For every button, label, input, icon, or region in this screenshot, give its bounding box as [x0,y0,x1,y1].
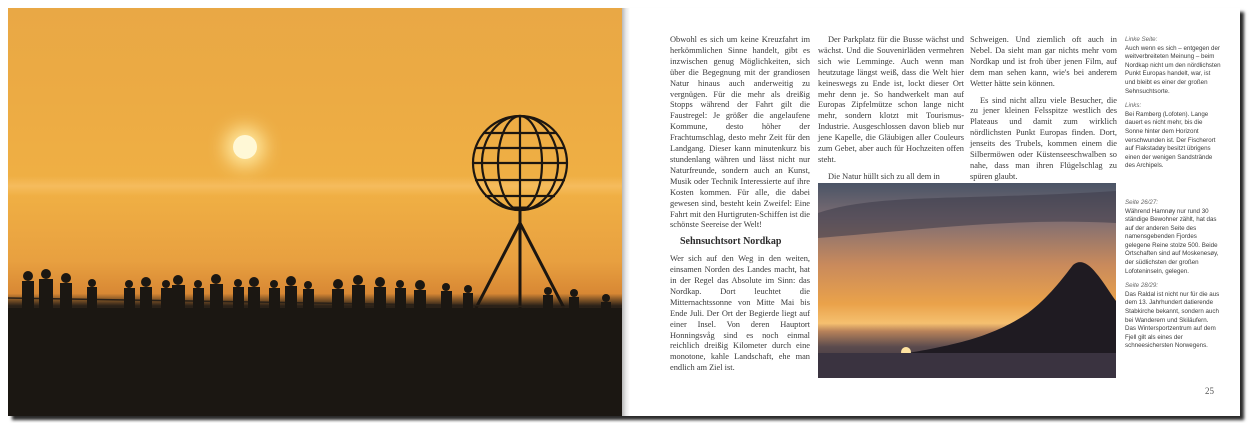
caption-title: Links: [1125,102,1142,110]
caption-text: Bei Ramberg (Lofoten). Lange dauert es nicht mehr, bis die Sonne hinter dem Horizont verschwunden ist. Der Fischerort auf Flakstadøy besitzt übrigens einen der wenigen Sandstrände des Archipels. [1125,110,1216,170]
caption-block [1125,36,1221,96]
section-heading: Sehnsuchtsort Nordkap [680,236,782,248]
caption-text: Das Raldal ist nicht nur für die aus dem 13. Jahrhundert datierende Stabkirche bekannt, sondern auch bei Wanderern und Skiläufern. Das Wintersportzentrum auf dem Fjell gilt als eines der schneesichersten Norwegens. [1125,290,1220,350]
paragraph: Obwohl es sich um keine Kreuzfahrt im herkömmlichen Sinne handelt, gibt es inzwischen genug Möglichkeiten, sich über die Begegnung mit der grandiosen Natur hinaus auch anderweitig zu vergnügen. Für die mehr als dreißig Stopps während der Fahrt gilt die Faustregel: Je größer die angelaufene Kommune, desto höher der Frachtumschlag, desto mehr Zeit für den Landgang. Dieser kann minutenkurz bis stundenlang währen und lässt nicht nur Naturfreunde, sondern auch an Kunst, Musik oder Technik Interessierte auf ihre Kosten kommen. Für alle, die dabei gewesen sind, besteht kein Zweifel: Eine Fahrt mit den Hurtigruten-Schiffen ist die schönste Seereise der Welt! [670,35,810,230]
text-page [630,8,1240,416]
plateau-ground [8,308,622,416]
caption-title: Seite 26/27: [1125,198,1159,206]
page-number: 25 [1205,386,1214,396]
caption-sidebar [1125,36,1221,357]
paragraph: Der Parkplatz für die Busse wächst und wächst. Und die Souvenirläden vermehren sich wie Lemminge. Auch wenn man heutzutage längst weiß, dass die Welt hier keineswegs zu Ende ist, lockt dieser Ort mehr denn je. So handwerkelt man auf Europas Zipfelmütze schon lange nicht mehr, sondern klotzt mit Tourismus-Industrie. Ausgeschlossen davon blieb nur jene Kapelle, die Gläubigen aller Couleurs zum Gebet, aber auch für Hochzeiten offen steht. [818,35,964,164]
book-spread [8,8,1240,416]
mountain-silhouette [818,183,1116,378]
paragraph: Wer sich auf den Weg in den weiten, einsamen Norden des Landes macht, hat in der Regel das Absolute im Sinn: das Nordkap. Dort leuchtet die Mitternachtssonne von Mitte Mai bis Ende Juli. Der Ort der Begierde liegt auf einer Insel. Von deren Hauptort Honningsvåg sind es noch einmal reichlich dreißig Kilometer durch eine monotone, kahle Landschaft, ehe man endlich am Ziel ist. [670,254,810,373]
text-column-2 [818,35,964,189]
paragraph: Die Natur hüllt sich zu all dem in [828,171,940,181]
text-column-1 [670,35,810,380]
caption-block [1125,282,1221,351]
caption-text: Während Hamnøy nur rund 30 ständige Bewohner zählt, hat das auf der anderen Seite des namensgebenden Fjordes gelegene Reine stolze 500. Beide Ortschaften sind auf Moskenesøy, der südlichsten der großen Lofoteninseln, gelegen. [1125,207,1219,275]
caption-title: Seite 28/29: [1125,282,1159,290]
text-column-3 [970,35,1117,189]
paragraph: Schweigen. Und ziemlich oft auch in Nebel. Da sieht man gar nichts mehr vom Nordkap und ist froh über jenen Film, auf dem man sehen kann, wie's bei anderem Wetter hätte sein können. [970,35,1117,88]
caption-text: Auch wenn es sich – entgegen der weitverbreiteten Meinung – beim Nordkap nicht um den nördlichsten Punkt Europas handelt, war, ist und bleibt es einer der großen Sehnsuchtsorte. [1125,44,1221,95]
paragraph: Es sind nicht allzu viele Besucher, die zu jener kleinen Felsspitze westlich des Plateaus und damit zum wirklich nördlichsten Punkt Europas finden. Dort, jenseits des Trubels, kommen einem die Silbermöwen oder Küstenseeschwalben so nahe, dass man ihren Flügelschlag zu spüren glaubt. [970,95,1117,181]
photo-lofoten-sunset [818,183,1116,378]
book-gutter [622,8,630,416]
caption-block [1125,199,1221,276]
caption-block [1125,102,1221,171]
photo-nordkap-globe [8,8,622,416]
caption-title: Linke Seite: [1125,36,1158,43]
